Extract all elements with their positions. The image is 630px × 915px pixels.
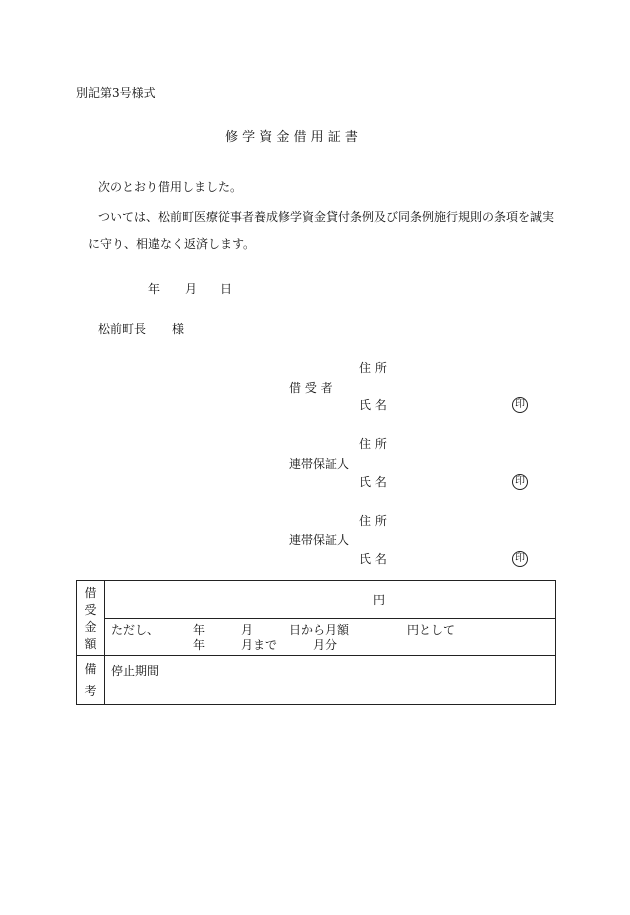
remarks-header-cell — [77, 656, 105, 705]
yen-label: 円 — [373, 593, 386, 607]
proviso-tadashi: ただし、 — [111, 623, 160, 637]
remarks-cell — [105, 656, 556, 705]
body-text-line1: ついては、松前町医療従事者養成修学資金貸付条例及び同条例施行規則の条項を誠実 — [98, 210, 555, 224]
borrower-address-label: 住 所 — [359, 361, 387, 375]
date-year: 年 — [148, 282, 161, 296]
guarantor2-name-label: 氏 名 — [359, 552, 387, 566]
loan-amount-cell — [105, 581, 556, 619]
proviso-yen-as: 円として — [407, 623, 456, 637]
borrower-name-label: 氏 名 — [359, 398, 387, 412]
seal-icon: 印 — [512, 397, 528, 413]
form-label: 別記第3号様式 — [76, 86, 156, 100]
proviso-year2: 年 — [193, 638, 206, 652]
borrower-role: 借 受 者 — [289, 381, 333, 395]
date-month: 月 — [185, 282, 198, 296]
remarks-header: 備考 — [84, 662, 97, 698]
guarantor2-role: 連帯保証人 — [289, 533, 350, 547]
date-day: 日 — [220, 282, 233, 296]
suspension-period-label: 停止期間 — [111, 664, 160, 678]
seal-icon: 印 — [512, 551, 528, 567]
addressee-honorific: 様 — [172, 322, 185, 336]
proviso-from: 日から月額 — [289, 623, 350, 637]
guarantor2-address-label: 住 所 — [359, 514, 387, 528]
guarantor1-role: 連帯保証人 — [289, 457, 350, 471]
loan-amount-header-cell — [77, 581, 105, 656]
intro-text: 次のとおり借用しました。 — [98, 180, 243, 194]
proviso-until: 月まで — [241, 638, 278, 652]
document-title: 修 学 資 金 借 用 証 書 — [225, 130, 358, 145]
guarantor1-address-label: 住 所 — [359, 437, 387, 451]
proviso-year1: 年 — [193, 623, 206, 637]
seal-icon: 印 — [512, 474, 528, 490]
proviso-cell — [105, 619, 556, 656]
guarantor1-name-label: 氏 名 — [359, 475, 387, 489]
addressee-name: 松前町長 — [98, 322, 147, 336]
proviso-month1: 月 — [241, 623, 254, 637]
loan-amount-header: 借受金額 — [84, 586, 97, 651]
body-text-line2: に守り、相違なく返済します。 — [88, 237, 256, 251]
loan-table — [76, 580, 556, 705]
proviso-months: 月分 — [313, 638, 338, 652]
